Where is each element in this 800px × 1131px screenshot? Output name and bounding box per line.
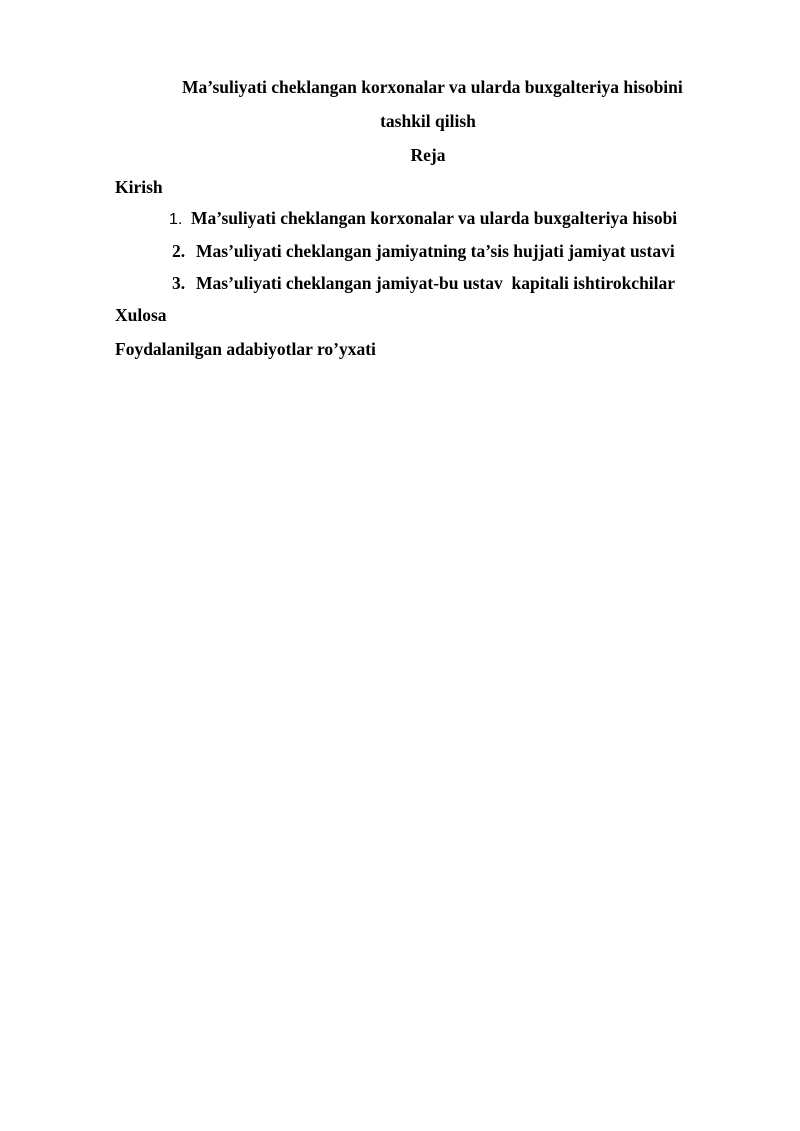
plan-item-number: 1. bbox=[169, 211, 183, 228]
references-label: Foydalanilgan adabiyotlar ro’yxati bbox=[115, 339, 376, 359]
plan-item bbox=[172, 273, 675, 293]
plan-item-text: Mas’uliyati cheklangan jamiyatning ta’sis hujjati jamiyat ustavi bbox=[196, 241, 675, 261]
plan-item-text: Ma’suliyati cheklangan korxonalar va ularda buxgalteriya hisobi bbox=[191, 208, 678, 228]
intro-label: Kirish bbox=[115, 177, 163, 197]
plan-item-text: Mas’uliyati cheklangan jamiyat-bu ustav kapitali ishtirokchilar bbox=[196, 273, 676, 293]
plan-item-number: 3. bbox=[172, 273, 186, 293]
plan-item bbox=[172, 241, 675, 261]
conclusion-label: Xulosa bbox=[115, 305, 167, 325]
plan-item bbox=[169, 208, 677, 230]
plan-heading: Reja bbox=[410, 145, 446, 165]
plan-item-number: 2. bbox=[172, 241, 186, 261]
document-title-line-1: Ma’suliyati cheklangan korxonalar va ularda buxgalteriya hisobini bbox=[182, 77, 683, 97]
document-title-line-2: tashkil qilish bbox=[380, 111, 476, 131]
